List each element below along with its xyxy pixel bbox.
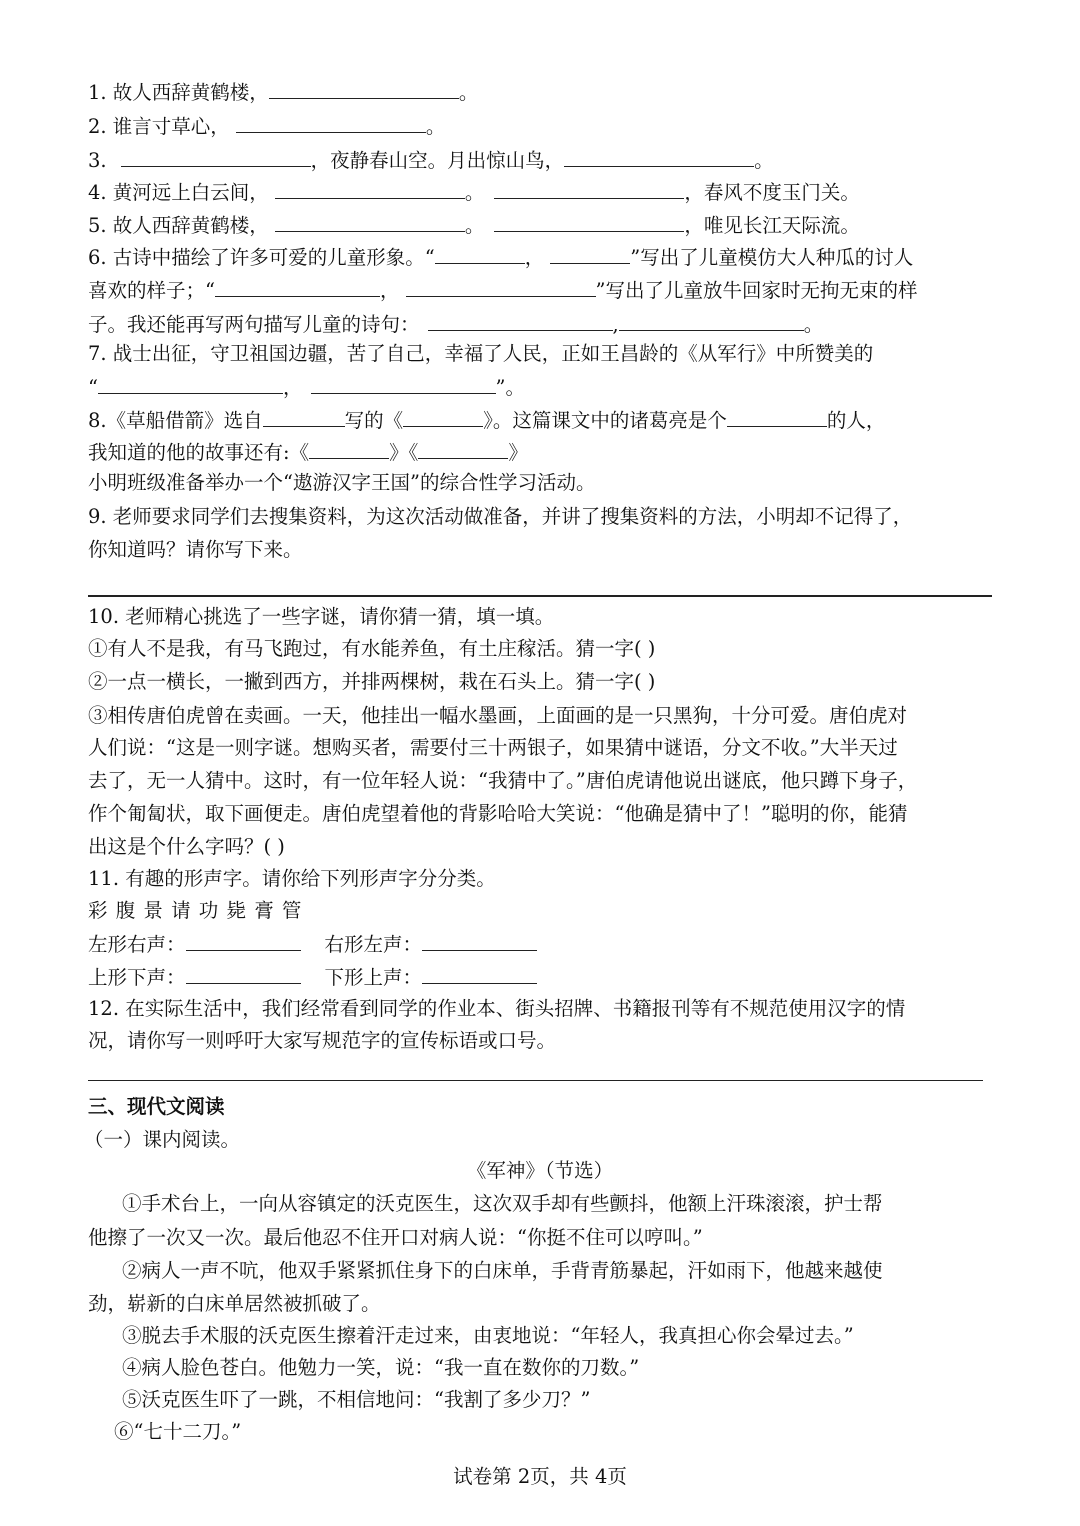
section-heading: 三、现代文阅读 bbox=[88, 1095, 225, 1118]
blank[interactable] bbox=[186, 963, 301, 984]
q1-end: 。 bbox=[458, 81, 479, 104]
question-8-line-2 bbox=[88, 438, 528, 466]
passage-para-2-line-1: ②病人一声不吭，他双手紧紧抓住身下的白床单，手背青筋暴起，汗如雨下，他越来越使 bbox=[122, 1259, 883, 1282]
riddle-1: ①有人不是我，有马飞跑过，有水能养鱼，有土庄稼活。猜一字( ) bbox=[88, 637, 656, 660]
blank[interactable] bbox=[263, 406, 345, 427]
blank[interactable] bbox=[550, 243, 630, 264]
passage-para-1-line-1: ①手术台上，一向从容镇定的沃克医生，这次双手却有些颤抖，他额上汗珠滚滚，护士帮 bbox=[122, 1192, 883, 1215]
question-6-line-1 bbox=[88, 243, 913, 271]
blank[interactable] bbox=[309, 438, 389, 459]
blank[interactable] bbox=[311, 373, 496, 394]
passage-para-3: ③脱去手术服的沃克医生擦着汗走过来，由衷地说：“年轻人，我真担心你会晕过去。” bbox=[122, 1324, 854, 1347]
page-footer: 试卷第 2页，共 4页 bbox=[453, 1465, 627, 1488]
label-left-form: 左形右声： bbox=[88, 933, 186, 956]
q7-end: ”。 bbox=[495, 376, 525, 399]
q5-mid: 。 bbox=[464, 214, 485, 237]
q6-text-3: 喜欢的样子；“ bbox=[88, 279, 215, 302]
blank[interactable] bbox=[494, 178, 684, 199]
q4-mid: 。 bbox=[464, 181, 485, 204]
question-2 bbox=[88, 112, 445, 140]
blank[interactable] bbox=[275, 178, 465, 199]
q6-text-4: ”写出了儿童放牛回家时无拘无束的样 bbox=[595, 279, 918, 302]
question-9-line-1: 9. 老师要求同学们去搜集资料，为这次活动做准备，并讲了搜集资料的方法，小明却不记得了， bbox=[88, 505, 913, 528]
passage-title: 《军神》（节选） bbox=[466, 1159, 614, 1182]
q3-end: 。 bbox=[754, 149, 774, 172]
question-8-line-1 bbox=[88, 406, 885, 434]
q1-text: 1. 故人西辞黄鹤楼， bbox=[88, 81, 269, 104]
question-3 bbox=[88, 146, 774, 174]
q8-text-3: 》。这篇课文中的诸葛亮是个 bbox=[483, 409, 727, 432]
q8-text-4: 的人， bbox=[826, 409, 886, 432]
q3-num: 3. bbox=[88, 149, 107, 172]
q6-sep-2: ， bbox=[379, 279, 400, 302]
q6-text-5: 子。我还能再写两句描写儿童的诗句： bbox=[88, 313, 420, 336]
q6-sep: ， bbox=[524, 246, 545, 269]
classify-row-2 bbox=[88, 963, 537, 991]
blank[interactable] bbox=[186, 930, 301, 951]
blank[interactable] bbox=[121, 146, 311, 167]
label-top-form: 上形下声： bbox=[88, 966, 186, 989]
question-7-line-1 bbox=[88, 341, 873, 367]
passage-para-6: ⑥“七十二刀。” bbox=[114, 1420, 242, 1443]
answer-line[interactable] bbox=[88, 595, 992, 597]
blank[interactable] bbox=[564, 146, 754, 167]
question-12-line-2: 况，请你写一则呼吁大家写规范字的宣传标语或口号。 bbox=[88, 1029, 557, 1052]
riddle-3-line-3: 去了，无一人猜中。这时，有一位年轻人说：“我猜中了。”唐伯虎请他说出谜底，他只蹲下身子， bbox=[88, 769, 918, 792]
q6-end: 。 bbox=[803, 313, 824, 336]
q7-sep: ， bbox=[282, 376, 303, 399]
blank[interactable] bbox=[98, 373, 283, 394]
q7-open: “ bbox=[88, 376, 98, 399]
passage-para-4: ④病人脸色苍白。他勉力一笑，说：“我一直在数你的刀数。” bbox=[122, 1356, 640, 1379]
blank[interactable] bbox=[215, 276, 380, 297]
blank[interactable] bbox=[418, 438, 508, 459]
blank[interactable] bbox=[275, 211, 465, 232]
question-7-line-2 bbox=[88, 373, 525, 401]
question-4 bbox=[88, 178, 860, 206]
passage-para-5: ⑤沃克医生吓了一跳，不相信地问：“我割了多少刀？” bbox=[122, 1388, 591, 1411]
q5-end: ，唯见长江天际流。 bbox=[684, 214, 860, 237]
q5-text: 5. 故人西辞黄鹤楼， bbox=[88, 214, 269, 237]
riddle-2: ②一点一横长，一撇到西方，并排两棵树，栽在石头上。猜一字( ) bbox=[88, 670, 656, 693]
blank[interactable] bbox=[403, 406, 483, 427]
activity-intro: 小明班级准备举办一个“遨游汉字王国”的综合性学习活动。 bbox=[88, 471, 596, 494]
blank[interactable] bbox=[422, 963, 537, 984]
q7-text: 7. 战士出征，守卫祖国边疆，苦了自己，幸福了人民，正如王昌龄的《从军行》中所赞美的 bbox=[88, 342, 874, 365]
question-12-line-1: 12. 在实际生活中，我们经常看到同学的作业本、街头招牌、书籍报刊等有不规范使用汉字的情 bbox=[88, 997, 906, 1020]
blank[interactable] bbox=[406, 276, 596, 297]
q6-text-2: ”写出了儿童模仿大人种瓜的讨人 bbox=[630, 246, 914, 269]
blank[interactable] bbox=[269, 78, 459, 99]
label-bottom-form: 下形上声： bbox=[324, 966, 423, 989]
passage-para-2-line-2: 劲，崭新的白床单居然被抓破了。 bbox=[88, 1292, 381, 1315]
subsection-heading: （一）课内阅读。 bbox=[84, 1128, 241, 1151]
question-1 bbox=[88, 78, 478, 106]
q2-text: 2. 谁言寸草心， bbox=[88, 115, 230, 138]
question-10: 10. 老师精心挑选了一些字谜，请你猜一猜，填一填。 bbox=[88, 605, 555, 628]
q8-text-5: 我知道的他的故事还有:《 bbox=[88, 441, 310, 464]
q2-end: 。 bbox=[425, 115, 446, 138]
question-6-line-3 bbox=[88, 310, 823, 338]
question-11: 11. 有趣的形声字。请你给下列形声字分分类。 bbox=[88, 867, 496, 890]
classify-row-1 bbox=[88, 930, 537, 958]
q8-text-6: 》《 bbox=[389, 441, 419, 464]
q4-end: ，春风不度玉门关。 bbox=[684, 181, 860, 204]
blank[interactable] bbox=[727, 406, 827, 427]
riddle-3-line-2: 人们说：“这是一则字谜。想购买者，需要付三十两银子，如果猜中谜语，分文不收。”大半天过 bbox=[88, 736, 898, 759]
question-9-line-2: 你知道吗？请你写下来。 bbox=[88, 538, 303, 561]
answer-line[interactable] bbox=[88, 1080, 983, 1081]
q8-text-2: 写的《 bbox=[344, 409, 404, 432]
q6-text: 6. 古诗中描绘了许多可爱的儿童形象。“ bbox=[88, 246, 435, 269]
q8-text: 8.《草船借箭》选自 bbox=[88, 409, 263, 432]
passage-para-1-line-2: 他擦了一次又一次。最后他忍不住开口对病人说：“你挺不住可以哼叫。” bbox=[88, 1226, 703, 1249]
riddle-3-line-5: 出这是个什么字吗？( ) bbox=[88, 835, 285, 858]
q8-end: 》 bbox=[508, 441, 528, 464]
question-6-line-2 bbox=[88, 276, 917, 304]
label-right-form: 右形左声： bbox=[324, 933, 423, 956]
riddle-3-line-4: 作个匍匐状，取下画便走。唐伯虎望着他的背影哈哈大笑说：“他确是猜中了！”聪明的你，能猜 bbox=[88, 802, 908, 825]
character-list: 彩 腹 景 请 功 毙 膏 管 bbox=[88, 899, 303, 922]
blank[interactable] bbox=[494, 211, 684, 232]
riddle-3-line-1: ③相传唐伯虎曾在卖画。一天，他挂出一幅水墨画，上面画的是一只黑狗，十分可爱。唐伯虎对 bbox=[88, 704, 908, 727]
blank[interactable] bbox=[428, 310, 613, 331]
question-5 bbox=[88, 211, 860, 239]
q3-text: ，夜静春山空。月出惊山鸟， bbox=[310, 149, 565, 172]
blank[interactable] bbox=[435, 243, 525, 264]
blank[interactable] bbox=[236, 112, 426, 133]
q4-text: 4. 黄河远上白云间， bbox=[88, 181, 269, 204]
q6-sep-3: , bbox=[612, 313, 619, 336]
blank[interactable] bbox=[619, 310, 804, 331]
blank[interactable] bbox=[422, 930, 537, 951]
